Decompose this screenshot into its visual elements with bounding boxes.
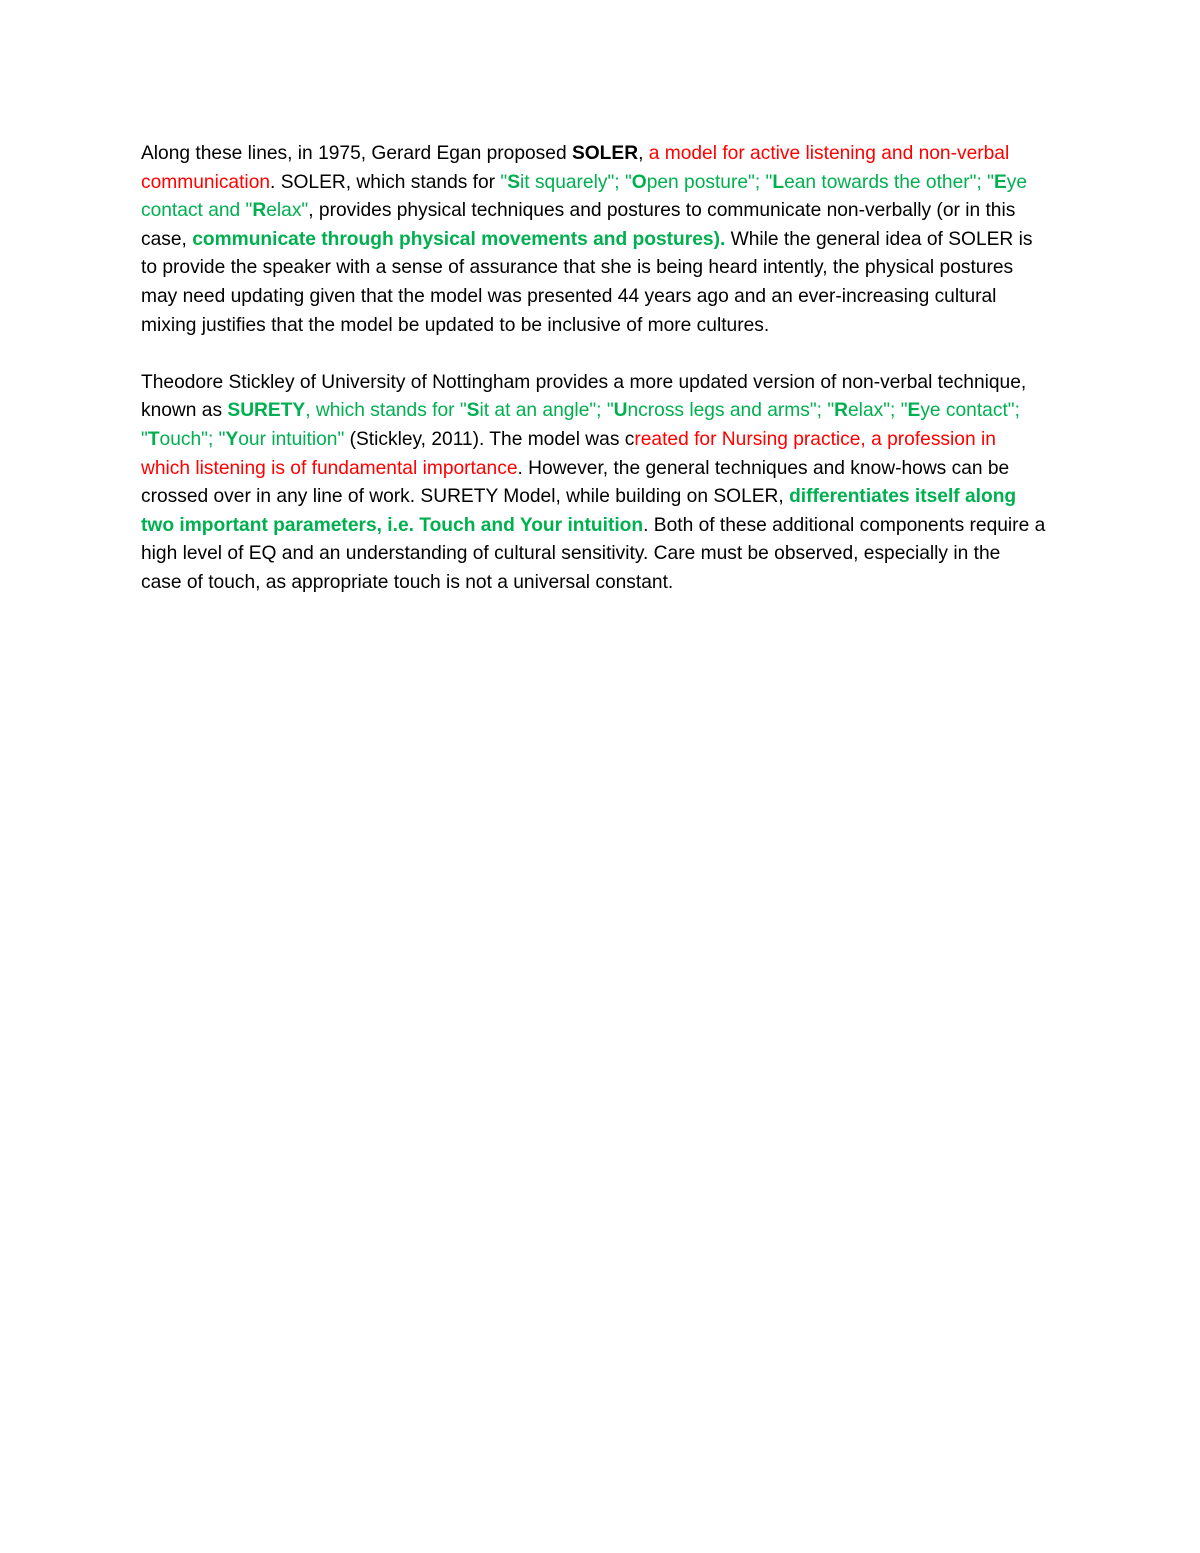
text-run: Y [225,428,239,450]
text-run: a model for active listening and non-verbal communication [141,143,1010,193]
text-run: S [466,400,480,422]
text-run: , [638,143,649,164]
paragraph-surety [141,369,1046,598]
text-run: ouch"; " [159,428,226,450]
text-run: , provides physical techniques and postures to communicate non-verbally (or in this case, [141,200,1016,250]
text-run: T [147,428,160,450]
text-run: ye contact"; " [141,400,1020,450]
text-run: R [252,200,267,222]
text-run: R [834,400,849,422]
text-run: ncross legs and arms"; " [627,400,835,422]
text-run: Along these lines, in 1975, Gerard Egan proposed [141,143,572,164]
text-run: E [993,171,1007,193]
text-run: it squarely"; " [520,171,632,193]
text-run: SOLER [571,143,639,164]
text-run: While the general idea of SOLER is to provide the speaker with a sense of assurance that she is being heard intently, the physical postures may need updating given that the model was presented 44 years ago and an ever-increasing cultural mixing justifies that the model be updated to be inclusive of more cultures. [141,228,1033,336]
text-run: elax"; " [848,400,908,422]
text-run: . Both of these additional components require a high level of EQ and an understanding of cultural sensitivity. Care must be observed, especially in the case of touch, as appropriate touch is not a universal constant. [141,514,1046,593]
text-run: , which stands for " [305,400,467,422]
text-run: S [507,171,521,193]
text-run: it at an angle"; " [479,400,614,422]
text-run: our intuition" [238,428,345,450]
text-run: " [500,171,508,193]
text-run: Theodore Stickley of University of Nottingham provides a more updated version of non-verbal technique, known as [141,371,1027,422]
text-run: E [907,400,921,422]
text-run: O [631,171,647,193]
text-run: differentiates itself along two important parameters, i.e. Touch and Your intuition [141,486,1017,536]
text-run: . SOLER, which stands for [270,171,501,193]
text-run: communicate through physical movements and postures). [192,228,726,250]
text-run: L [772,171,785,193]
text-run: pen posture"; " [646,171,773,193]
text-run: U [613,400,628,422]
text-run: . However, the general techniques and know-hows can be crossed over in any line of work. SURETY Model, while building on SOLER, [141,457,1010,508]
text-run: elax" [266,200,309,222]
document-body [141,140,1046,626]
paragraph-soler [141,140,1046,340]
text-run: ye contact and " [141,171,1028,222]
text-run: (Stickley, 2011). The model was c [344,428,635,450]
text-run: SURETY [227,400,306,422]
text-run: reated for Nursing practice, a profession in which listening is of fundamental importance [141,428,996,479]
text-run: ean towards the other"; " [784,171,994,193]
